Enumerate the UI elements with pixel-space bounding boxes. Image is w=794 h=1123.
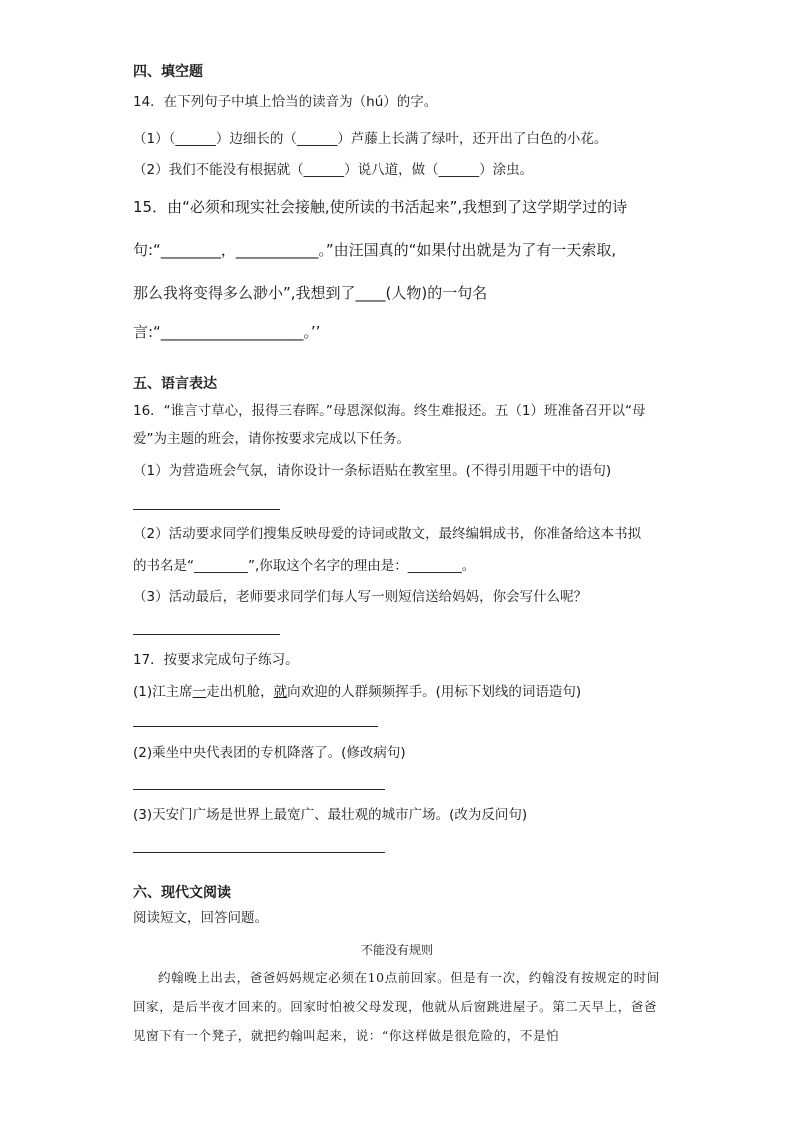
question-15-line-3: 那么我将变得多么渺小”,我想到了____(人物)的一句名 — [133, 284, 488, 302]
underlined-word-yi: 一 — [192, 684, 207, 700]
article-title: 不能没有规则 — [360, 943, 433, 957]
question-16-sub-2-line-2: 的书名是“________”,你取这个名字的理由是：________。 — [133, 558, 476, 574]
question-16-sub-3: （3）活动最后，老师要求同学们每人写一则短信送给妈妈，你会写什么呢？ — [133, 589, 588, 605]
question-17-prompt: 17．按要求完成句子练习。 — [133, 652, 299, 668]
question-17-sub-3: (3)天安门广场是世界上最宽广、最壮观的城市广场。(改为反问句) — [133, 807, 528, 823]
answer-line-17-3[interactable] — [133, 852, 385, 853]
question-14-item-2: （2）我们不能没有根据就（______）说八道，做（______）涂虫。 — [133, 162, 534, 178]
section-6-title: 六、现代文阅读 — [133, 885, 231, 901]
reading-instruction: 阅读短文，回答问题。 — [133, 910, 268, 926]
q17-sub1-mid: 走出机舱， — [206, 684, 274, 700]
question-16-line-2: 爱”为主题的班会，请你按要求完成以下任务。 — [133, 431, 410, 447]
underlined-word-jiu: 就 — [273, 684, 288, 700]
question-15-line-1: 15．由“必须和现实社会接触,使所读的书活起来”,我想到了这学期学过的诗 — [133, 198, 628, 216]
question-15-line-2: 句:“________，___________。”由汪国真的“如果付出就是为了有一天索取, — [133, 241, 617, 259]
answer-line-17-1[interactable] — [133, 726, 378, 727]
section-5-title: 五、语言表达 — [133, 376, 217, 392]
question-15-line-4: 言:“___________________。’’ — [133, 323, 321, 341]
answer-line-17-2[interactable] — [133, 789, 385, 790]
section-4-title: 四、填空题 — [133, 64, 203, 80]
question-16-sub-1: （1）为营造班会气氛，请你设计一条标语贴在教室里。(不得引用题干中的语句) — [133, 463, 612, 479]
answer-line-16-3[interactable] — [133, 634, 280, 635]
question-14-item-1: （1）（______）边细长的（______）芦藤上长满了绿叶，还开出了白色的小花。 — [133, 131, 608, 147]
question-16-line-1: 16．“谁言寸草心，报得三春晖。”母恩深似海。终生难报还。五（1）班准备召开以“母 — [133, 403, 646, 419]
question-17-sub-1 — [133, 682, 581, 702]
question-17-sub-2: (2)乘坐中央代表团的专机降落了。(修改病句) — [133, 745, 406, 761]
q17-sub1-post: 向欢迎的人群频频挥手。(用标下划线的词语造句) — [287, 684, 582, 700]
question-16-sub-2-line-1: （2）活动要求同学们搜集反映母爱的诗词或散文，最终编辑成书，你准备给这本书拟 — [133, 526, 642, 542]
answer-line-16-1[interactable] — [133, 509, 280, 510]
question-14-prompt: 14．在下列句子中填上恰当的读音为（hú）的字。 — [133, 94, 438, 110]
article-paragraph: 约翰晚上出去，爸爸妈妈规定必须在10点前回家。但是有一次，约翰没有按规定的时间回家，是后半夜才回来的。回家时怕被父母发现，他就从后窗跳进屋子。第二天早上，爸爸见窗下有一个凳子，就把约翰叫起来，说：“你这样做是很危险的，不是怕 — [133, 970, 660, 1043]
q17-sub1-pre: (1)江主席 — [133, 684, 193, 700]
